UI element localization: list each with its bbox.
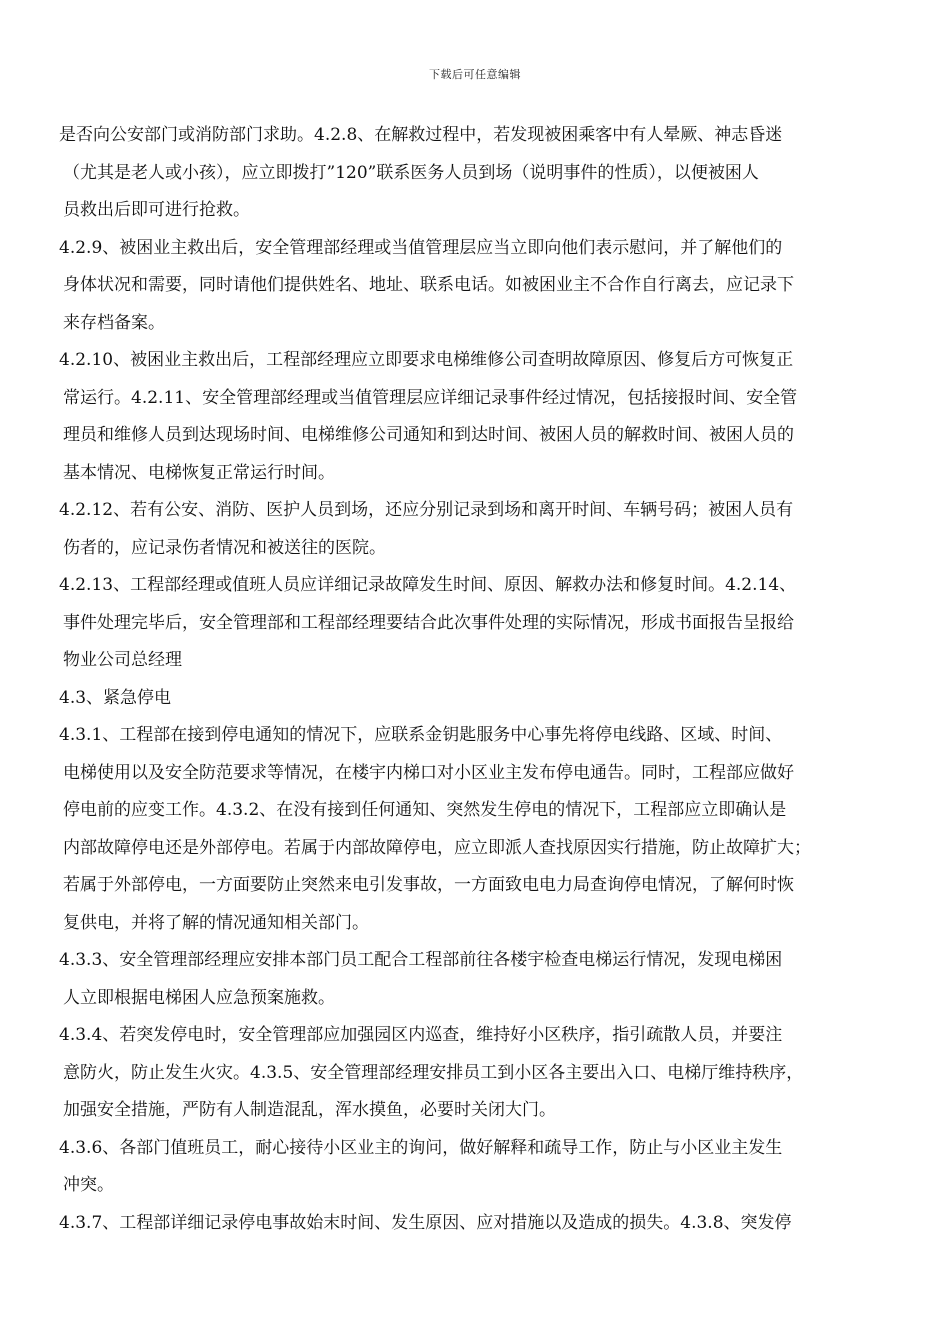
body-line: 4.3.4、若突发停电时，安全管理部应加强园区内巡查，维持好小区秩序，指引疏散人员，并要注: [59, 1025, 783, 1045]
body-line: 人立即根据电梯困人应急预案施救。: [63, 987, 335, 1008]
body-line: 4.3.7、工程部详细记录停电事故始末时间、发生原因、应对措施以及造成的损失。4.3.8、突发停: [59, 1212, 792, 1233]
body-line: 4.3.6、各部门值班员工，耐心接待小区业主的询问，做好解释和疏导工作，防止与小区业主发生: [59, 1137, 783, 1158]
body-line: 4.2.13、工程部经理或值班人员应详细记录故障发生时间、原因、解救办法和修复时间。4.2.14、: [59, 575, 797, 595]
body-line: 4.2.10、被困业主救出后，工程部经理应立即要求电梯维修公司查明故障原因、修复后方可恢复正: [59, 350, 794, 370]
body-line: 加强安全措施，严防有人制造混乱，浑水摸鱼，必要时关闭大门。: [63, 1100, 556, 1120]
body-line: 4.3.3、安全管理部经理应安排本部门员工配合工程部前往各楼宇检查电梯运行情况，发现电梯困: [59, 950, 783, 970]
body-line: 若属于外部停电，一方面要防止突然来电引发事故，一方面致电电力局查询停电情况，了解何时恢: [63, 875, 794, 895]
body-line: 内部故障停电还是外部停电。若属于内部故障停电，应立即派人查找原因实行措施，防止故障扩大；: [63, 837, 811, 858]
section-heading: 4.3、紧急停电: [59, 687, 172, 708]
body-line: 常运行。4.2.11、安全管理部经理或当值管理层应详细记录事件经过情况，包括接报时间、安全管: [63, 387, 798, 408]
body-line: 来存档备案。: [63, 312, 165, 333]
body-line: （尤其是老人或小孩），应立即拨打”120”联系医务人员到场（说明事件的性质），以便被困人: [63, 162, 759, 183]
body-line: 复供电，并将了解的情况通知相关部门。: [63, 912, 369, 933]
body-line: 员救出后即可进行抢救。: [63, 200, 250, 220]
body-line: 停电前的应变工作。4.3.2、在没有接到任何通知、突然发生停电的情况下，工程部应立即确认是: [63, 800, 787, 820]
body-line: 冲突。: [63, 1175, 114, 1195]
page-header: 下载后可任意编辑: [429, 68, 521, 81]
body-line: 4.3.1、工程部在接到停电通知的情况下，应联系金钥匙服务中心事先将停电线路、区域、时间、: [59, 725, 783, 745]
document-body: [59, 117, 889, 1242]
body-line: 身体状况和需要，同时请他们提供姓名、地址、联系电话。如被困业主不合作自行离去，应记录下: [63, 275, 794, 295]
body-line: 物业公司总经理: [63, 650, 182, 670]
body-line: 理员和维修人员到达现场时间、电梯维修公司通知和到达时间、被困人员的解救时间、被困人员的: [63, 425, 794, 445]
body-line: 4.2.9、被困业主救出后，安全管理部经理或当值管理层应当立即向他们表示慰问，并了解他们的: [59, 237, 783, 258]
body-line: 电梯使用以及安全防范要求等情况，在楼宇内梯口对小区业主发布停电通告。同时，工程部应做好: [63, 762, 794, 783]
body-line: 是否向公安部门或消防部门求助。4.2.8、在解救过程中，若发现被困乘客中有人晕厥、神志昏迷: [59, 125, 783, 145]
body-line: 伤者的，应记录伤者情况和被送往的医院。: [63, 537, 386, 558]
body-line: 基本情况、电梯恢复正常运行时间。: [63, 462, 335, 483]
body-line: 4.2.12、若有公安、消防、医护人员到场，还应分别记录到场和离开时间、车辆号码；被困人员有: [59, 500, 794, 520]
body-line: 意防火，防止发生火灾。4.3.5、安全管理部经理安排员工到小区各主要出入口、电梯厅维持秩序，: [63, 1062, 804, 1083]
body-line: 事件处理完毕后，安全管理部和工程部经理要结合此次事件处理的实际情况，形成书面报告呈报给: [63, 612, 794, 633]
